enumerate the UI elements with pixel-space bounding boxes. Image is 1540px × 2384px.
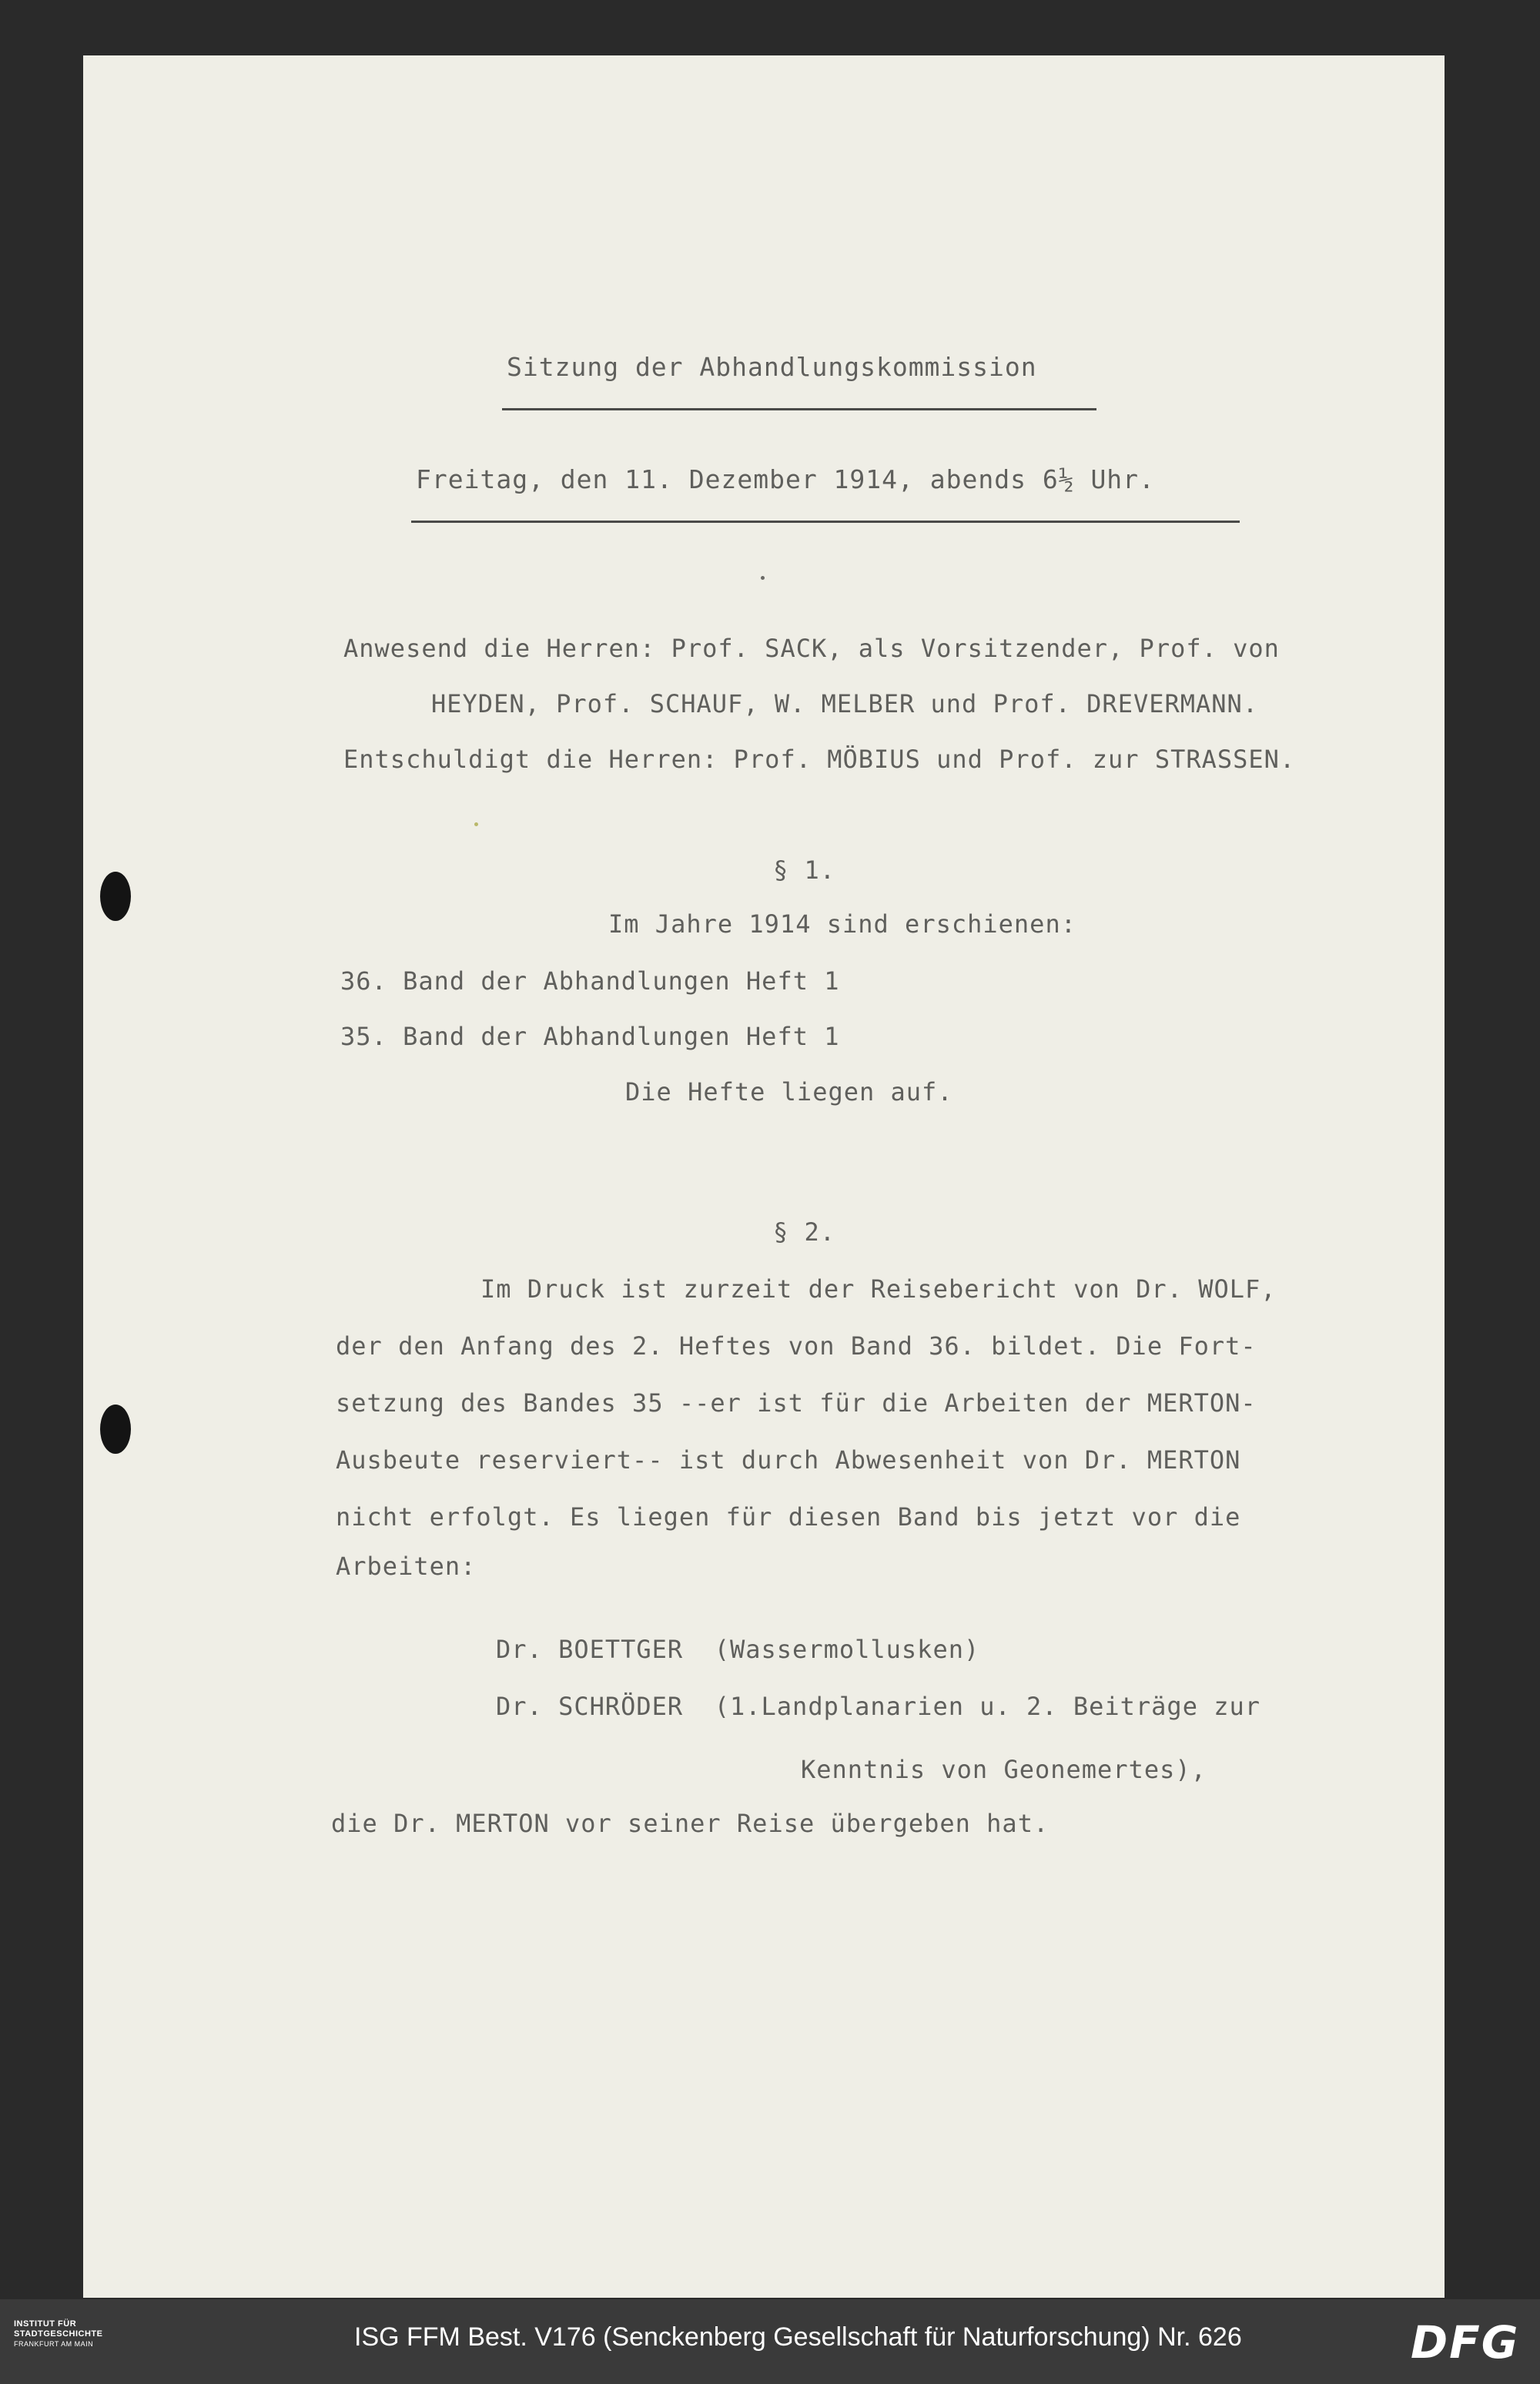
section-text-line: Im Jahre 1914 sind erschienen: — [608, 909, 1076, 939]
punch-hole — [100, 1405, 131, 1454]
works-entry: Dr. BOETTGER (Wassermollusken) — [496, 1635, 980, 1664]
section-text-line: 35. Band der Abhandlungen Heft 1 — [340, 1022, 840, 1051]
institute-name-line: INSTITUT FÜR — [14, 2319, 77, 2329]
archive-caption: ISG FFM Best. V176 (Senckenberg Gesellschaft für Naturforschung) Nr. 626 — [354, 2322, 1242, 2352]
paper-speck — [761, 576, 765, 580]
paragraph-line: nicht erfolgt. Es liegen für diesen Band bis jetzt vor die — [336, 1502, 1241, 1532]
works-entry: Dr. SCHRÖDER (1.Landplanarien u. 2. Beiträge zur — [496, 1692, 1261, 1721]
date-line: Freitag, den 11. Dezember 1914, abends 6½ Uhr. — [416, 464, 1155, 494]
paragraph-line: Im Druck ist zurzeit der Reisebericht von Dr. WOLF, — [480, 1274, 1277, 1304]
paragraph-line: Arbeiten: — [336, 1552, 477, 1581]
paper-speck — [474, 822, 478, 826]
attendance-line: Anwesend die Herren: Prof. SACK, als Vorsitzender, Prof. von — [343, 634, 1280, 663]
paragraph-line: Ausbeute reserviert-- ist durch Abwesenheit von Dr. MERTON — [336, 1445, 1241, 1475]
closing-line: die Dr. MERTON vor seiner Reise übergeben hat. — [331, 1809, 1050, 1838]
archive-footer — [0, 2299, 1540, 2384]
dfg-logo: DFG — [1411, 2316, 1520, 2369]
works-entry-continuation: Kenntnis von Geonemertes), — [801, 1755, 1207, 1784]
institute-name-line: STADTGESCHICHTE — [14, 2329, 103, 2339]
date-underline — [411, 521, 1240, 523]
institute-logo — [14, 2319, 102, 2349]
attendance-line: Entschuldigt die Herren: Prof. MÖBIUS und Prof. zur STRASSEN. — [343, 745, 1296, 774]
document-title: Sitzung der Abhandlungskommission — [507, 352, 1037, 382]
punch-hole — [100, 872, 131, 921]
section-text-line: 36. Band der Abhandlungen Heft 1 — [340, 966, 840, 996]
section-text-line: Die Hefte liegen auf. — [625, 1077, 953, 1107]
section-heading: § 1. — [773, 855, 836, 885]
institute-city-line: FRANKFURT AM MAIN — [14, 2340, 94, 2348]
paragraph-line: der den Anfang des 2. Heftes von Band 36. bildet. Die Fort- — [336, 1331, 1257, 1361]
title-underline — [502, 408, 1096, 410]
paragraph-line: setzung des Bandes 35 --er ist für die Arbeiten der MERTON- — [336, 1388, 1257, 1418]
attendance-line: HEYDEN, Prof. SCHAUF, W. MELBER und Prof. DREVERMANN. — [431, 689, 1259, 718]
document-page — [83, 55, 1445, 2298]
section-heading: § 2. — [773, 1217, 836, 1247]
